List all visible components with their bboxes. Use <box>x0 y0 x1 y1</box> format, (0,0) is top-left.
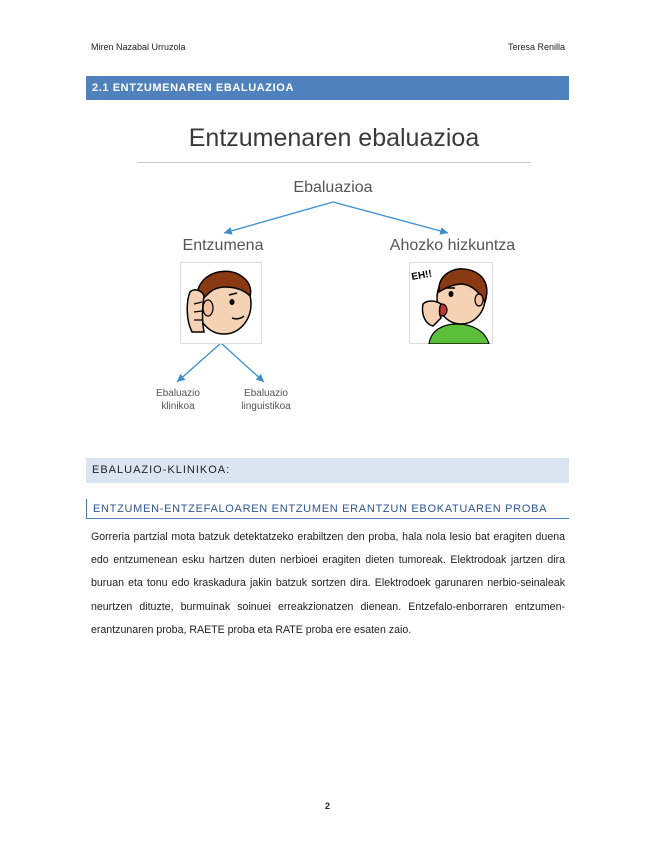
node-entzumena: Entzumena <box>182 237 264 254</box>
leaf-left-line1: Ebaluazio <box>156 388 200 399</box>
node-ebaluazioa: Ebaluazioa <box>293 179 373 196</box>
header-author-right: Teresa Renilla <box>507 42 565 52</box>
arrow-to-ahozko <box>333 202 448 233</box>
page-number: 2 <box>324 801 330 811</box>
body-paragraph: Gorreria partzial mota batzuk detektatzeko erabiltzen den proba, hala nola lesio bat eragiten duena edo entzumenean esku hartzen duten nerbioei eragiten dieten tumoreak. Elektrodoak jartzen dira buruan eta tonu edo kraskadura jakin batzuk sortzen dira. Elektrodoek garunaren nerbio-seinaleak neurtzen dituzte, burmuinak soinuei erreakzionatzen dienean. Entzefalo-enborraren entzumen-erantzunaren proba, RAETE proba eta RATE proba ere esaten zaio. <box>91 531 565 636</box>
leaf-ebaluazio-linguistikoa <box>228 387 304 413</box>
node-ahozko-hizkuntza: Ahozko hizkuntza <box>389 237 516 254</box>
leaf-right-line2: linguistikoa <box>241 401 291 412</box>
header-author-left: Miren Nazabal Urruzola <box>91 42 186 52</box>
leaf-ebaluazio-klinikoa <box>143 387 213 413</box>
leaf-left-line2: klinikoa <box>161 401 195 412</box>
speech-bubble-text: EH!! <box>410 268 433 283</box>
arrow-to-klinikoa <box>177 343 221 382</box>
section-heading: 2.1 ENTZUMENAREN EBALUAZIOA <box>86 76 569 100</box>
subsubsection-heading: ENTZUMEN-ENTZEFALOAREN ENTZUMEN ERANTZUN EBOKATUAREN PROBA <box>86 499 569 519</box>
listening-person-icon <box>180 262 262 344</box>
subsection-heading: EBALUAZIO-KLINIKOA: <box>86 458 569 483</box>
figure-title: Entzumenaren ebaluazioa <box>188 124 480 152</box>
leaf-right-line1: Ebaluazio <box>244 388 288 399</box>
arrow-to-linguistikoa <box>221 343 264 382</box>
arrow-to-entzumena <box>224 202 333 233</box>
shouting-person-icon <box>409 262 493 344</box>
